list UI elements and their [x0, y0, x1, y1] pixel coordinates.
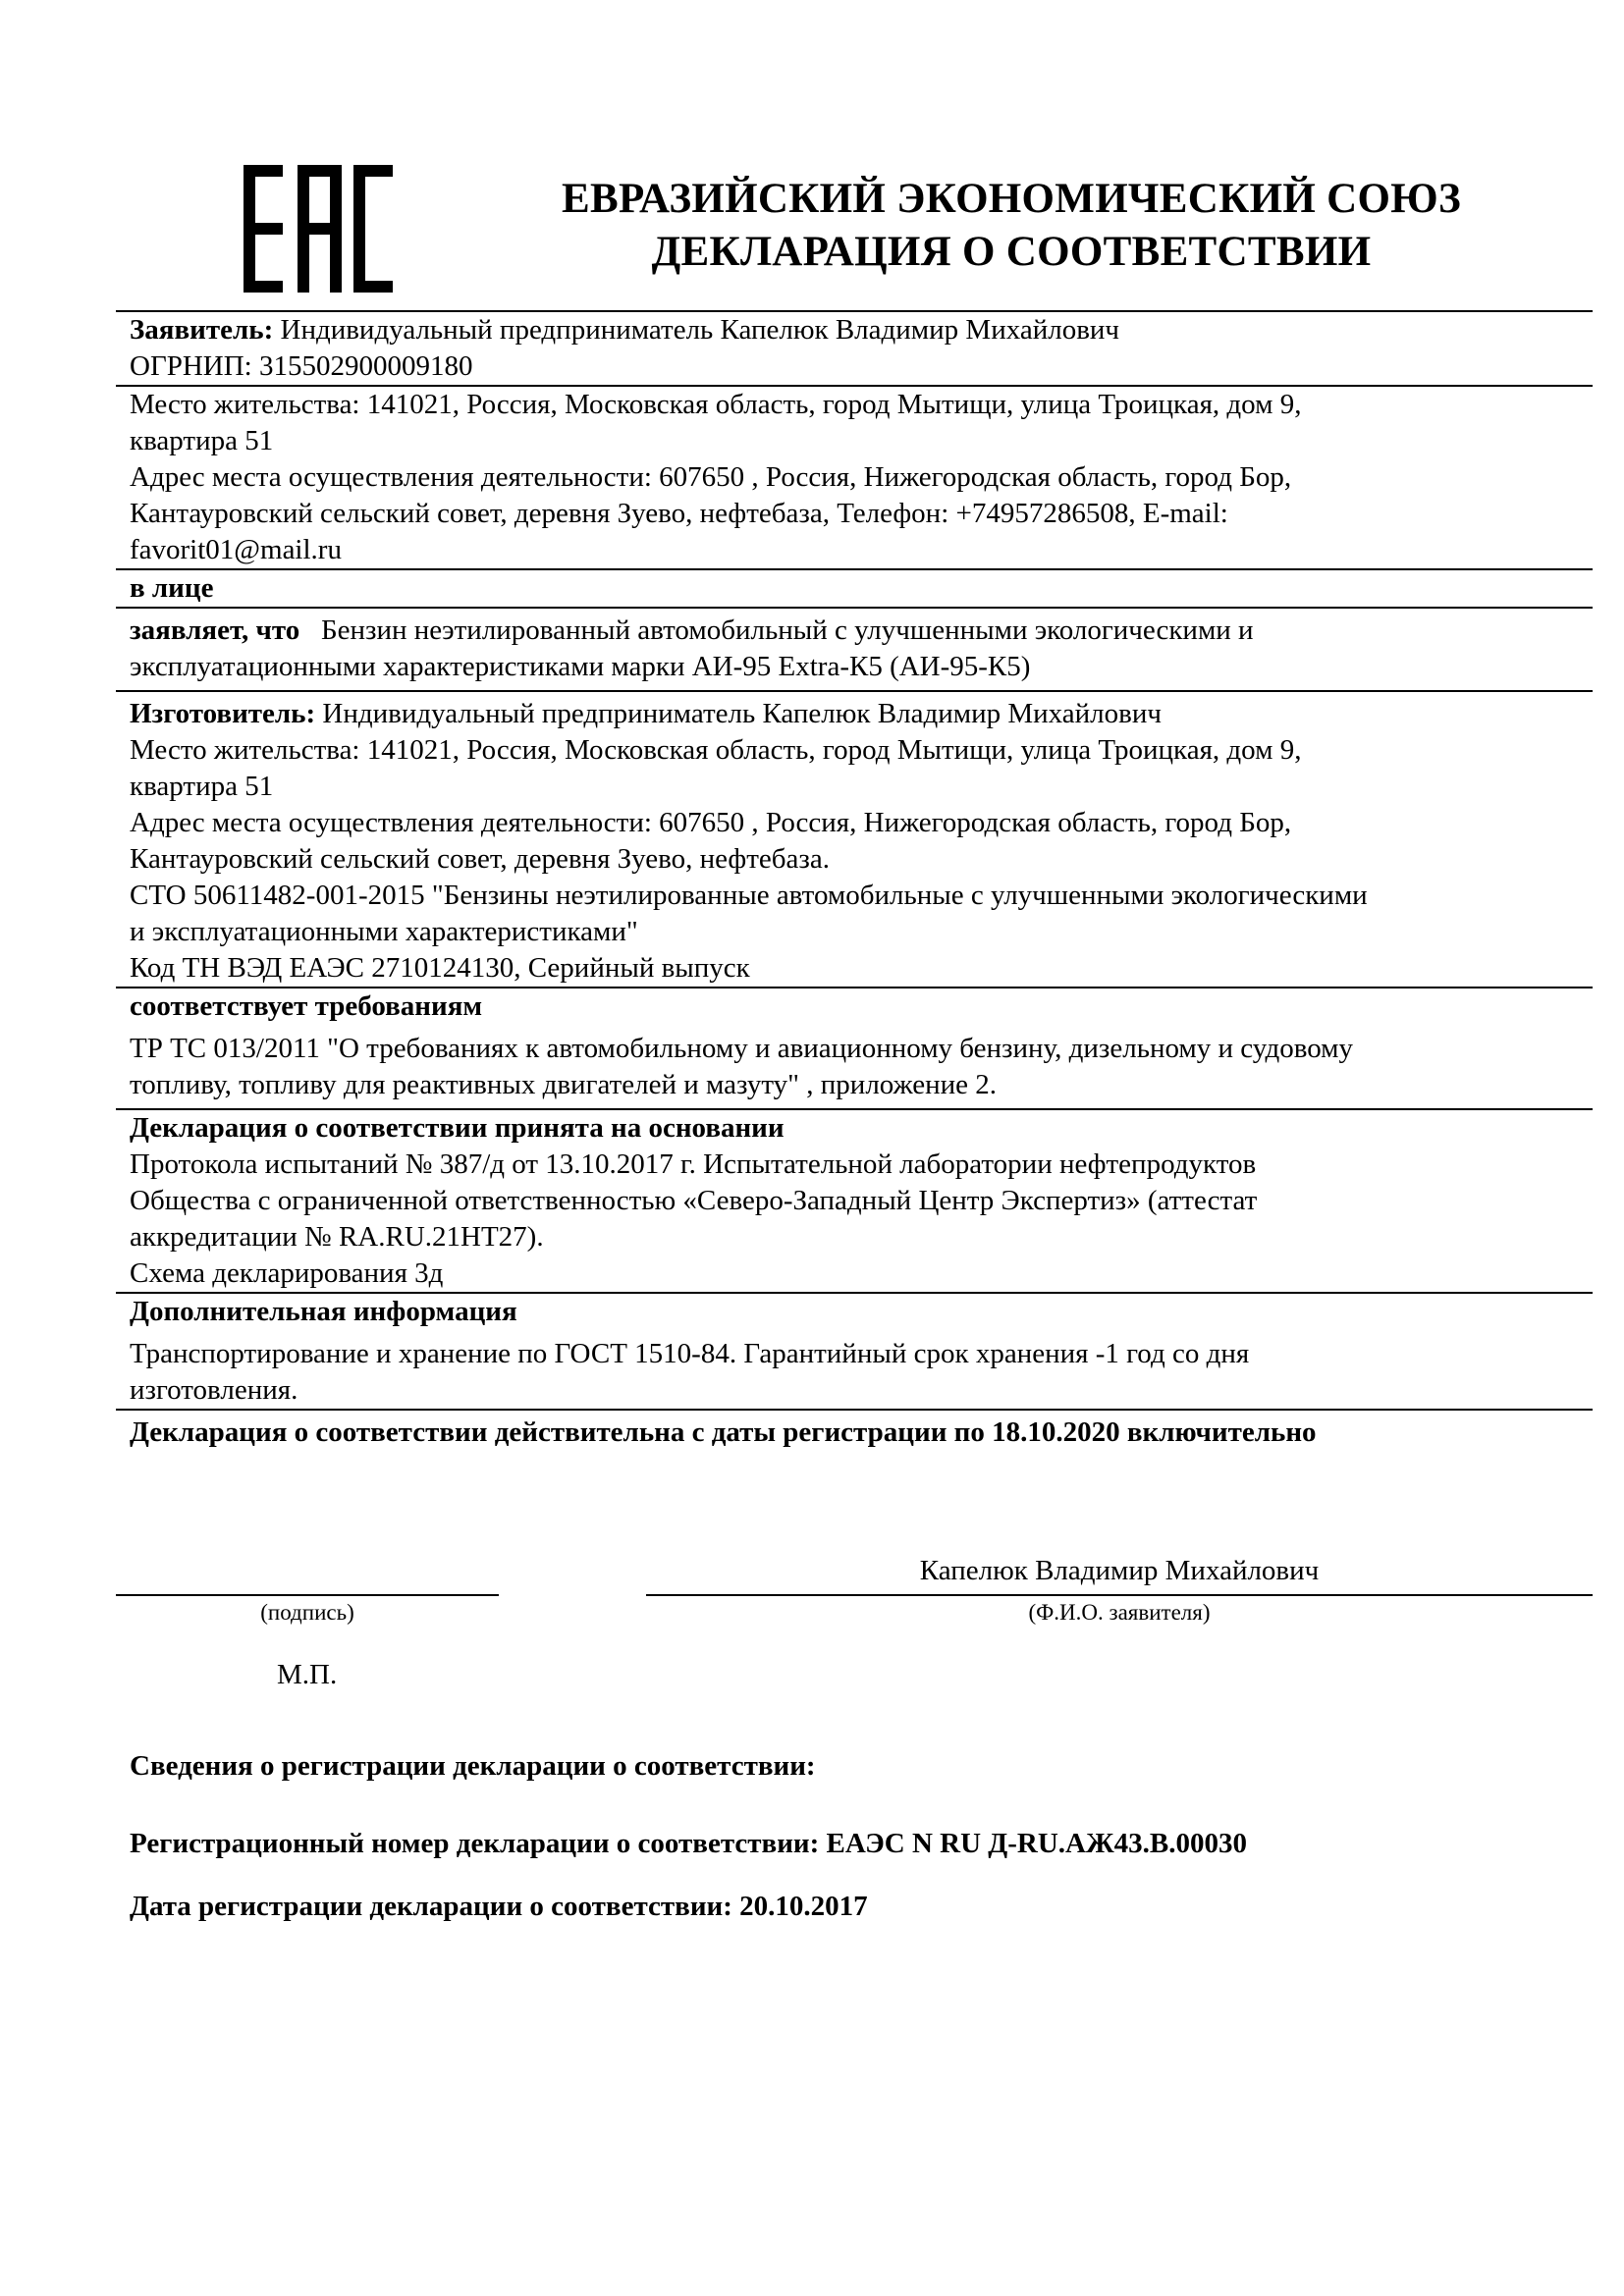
- title-union: ЕВРАЗИЙСКИЙ ЭКОНОМИЧЕСКИЙ СОЮЗ: [562, 176, 1461, 222]
- declaration-scheme: Схема декларирования 3д: [130, 1257, 444, 1289]
- declares-text-line-2: эксплуатационными характеристиками марки АИ-95 Extra-К5 (АИ-95-К5): [130, 651, 1031, 682]
- manufacturer-activity-line-2: Кантауровский сельский совет, деревня Зуево, нефтебаза.: [130, 843, 830, 875]
- title-declaration: ДЕКЛАРАЦИЯ О СООТВЕТСТВИИ: [651, 229, 1372, 275]
- signature-block: [116, 1541, 1593, 1625]
- applicant-section: [116, 310, 1593, 387]
- applicant-label: Заявитель:: [130, 314, 274, 346]
- declaration-body: [116, 310, 1593, 1451]
- basis-section: [116, 1110, 1593, 1294]
- manufacturer-section: [116, 692, 1593, 988]
- basis-text-line-1: Протокола испытаний № 387/д от 13.10.2017 г. Испытательной лаборатории нефтепродуктов: [130, 1148, 1257, 1180]
- requirements-text-line-2: топливу, топливу для реактивных двигателей и мазуту" , приложение 2.: [130, 1069, 997, 1100]
- activity-address-line-2: Кантауровский сельский совет, деревня Зуево, нефтебаза, Телефон: +74957286508, E-mail:: [130, 498, 1228, 529]
- requirements-section: [116, 988, 1593, 1110]
- manufacturer-residence-line-2: квартира 51: [130, 771, 274, 802]
- requirements-label: соответствует требованиям: [130, 990, 483, 1022]
- in-person-label: в лице: [130, 572, 214, 604]
- basis-text-line-3: аккредитации № RA.RU.21НТ27).: [130, 1221, 544, 1253]
- name-line: [646, 1594, 1593, 1596]
- tn-ved-code: Код ТН ВЭД ЕАЭС 2710124130, Серийный выпуск: [130, 952, 750, 984]
- applicant-signature-name: Капелюк Владимир Михайлович: [919, 1555, 1320, 1586]
- additional-info-section: [116, 1294, 1593, 1411]
- signature-caption: (подпись): [260, 1600, 354, 1625]
- activity-address-line-3: favorit01@mail.ru: [130, 534, 342, 565]
- sto-line-1: СТО 50611482-001-2015 "Бензины неэтилированные автомобильные с улучшенными экологическими: [130, 880, 1368, 911]
- additional-info-label: Дополнительная информация: [130, 1296, 517, 1327]
- registration-number: Регистрационный номер декларации о соответствии: ЕАЭС N RU Д-RU.АЖ43.В.00030: [130, 1828, 1247, 1859]
- activity-address-line-1: Адрес места осуществления деятельности: 607650 , Россия, Нижегородская область, город Бор,: [130, 461, 1292, 493]
- basis-label: Декларация о соответствии принята на основании: [130, 1112, 785, 1144]
- validity-statement: Декларация о соответствии действительна с даты регистрации по 18.10.2020 включительно: [130, 1416, 1317, 1448]
- name-caption: (Ф.И.О. заявителя): [1028, 1600, 1211, 1625]
- applicant-name: Индивидуальный предприниматель Капелюк Владимир Михайлович: [280, 314, 1120, 346]
- requirements-text-line-1: ТР ТС 013/2011 "О требованиях к автомобильному и авиационному бензину, дизельному и судовому: [130, 1033, 1353, 1064]
- address-section: [116, 387, 1593, 570]
- document-title: [432, 173, 1591, 279]
- applicant-ogrnip: ОГРНИП: 315502900009180: [130, 350, 473, 382]
- additional-info-line-1: Транспортирование и хранение по ГОСТ 1510-84. Гарантийный срок хранения -1 год со дня: [130, 1338, 1250, 1369]
- residence-line-1: Место жительства: 141021, Россия, Московская область, город Мытищи, улица Троицкая, дом 9,: [130, 389, 1302, 420]
- registration-date: Дата регистрации декларации о соответствии: 20.10.2017: [130, 1891, 868, 1922]
- declares-section: [116, 609, 1593, 692]
- signature-line: [116, 1594, 499, 1596]
- validity-section: [116, 1411, 1593, 1451]
- manufacturer-activity-line-1: Адрес места осуществления деятельности: 607650 , Россия, Нижегородская область, город Бор,: [130, 807, 1292, 838]
- basis-text-line-2: Общества с ограниченной ответственностью «Северо-Западный Центр Экспертиз» (аттестат: [130, 1185, 1258, 1216]
- manufacturer-residence-line-1: Место жительства: 141021, Россия, Московская область, город Мытищи, улица Троицкая, дом 9,: [130, 734, 1302, 766]
- declares-text-line-1: Бензин неэтилированный автомобильный с улучшенными экологическими и: [321, 614, 1254, 646]
- declares-label: заявляет, что: [130, 614, 300, 646]
- additional-info-line-2: изготовления.: [130, 1374, 298, 1406]
- manufacturer-name: Индивидуальный предприниматель Капелюк Владимир Михайлович: [322, 698, 1162, 729]
- sto-line-2: и эксплуатационными характеристиками": [130, 916, 638, 947]
- in-person-section: [116, 570, 1593, 609]
- manufacturer-label: Изготовитель:: [130, 698, 316, 729]
- registration-heading: Сведения о регистрации декларации о соответствии:: [130, 1750, 816, 1782]
- eac-logo: [244, 165, 393, 293]
- stamp-place: М.П.: [277, 1659, 338, 1690]
- residence-line-2: квартира 51: [130, 425, 274, 456]
